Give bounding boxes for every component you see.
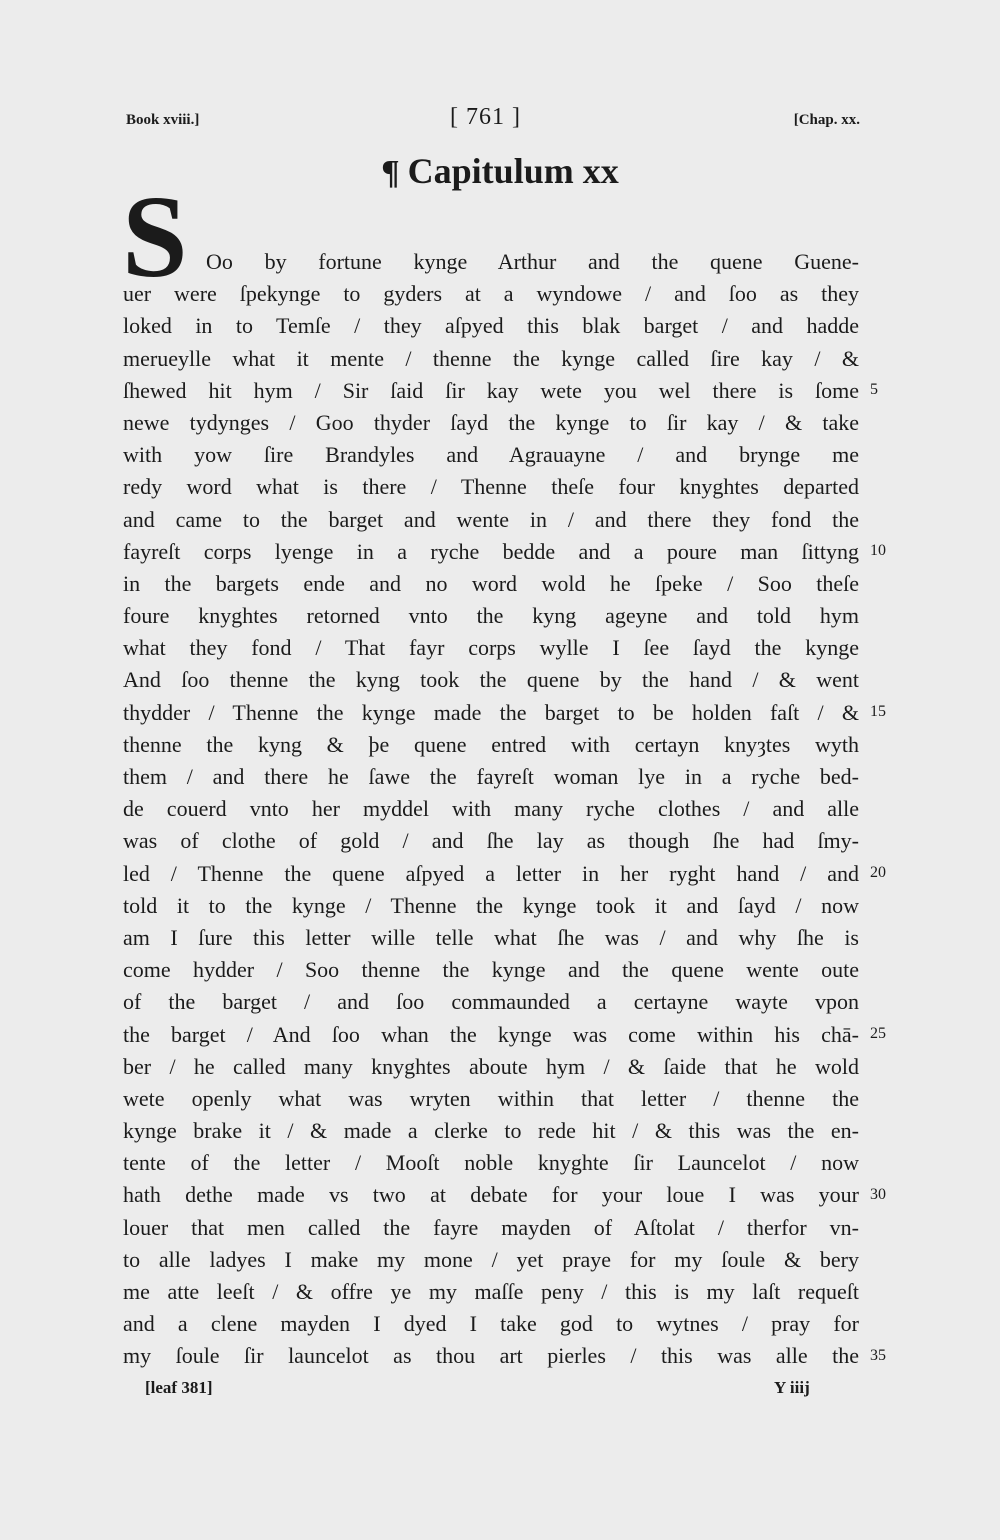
text-line: louer that men called the fayre mayden of Aſtolat / therfor vn- bbox=[123, 1214, 859, 1240]
text-line: wete openly what was wryten within that letter / thenne the bbox=[123, 1085, 859, 1111]
line-number: 25 bbox=[870, 1025, 886, 1042]
text-line: come hydder / Soo thenne the kynge and the quene wente oute bbox=[123, 957, 859, 983]
text-line: them / and there he ſawe the fayreſt woman lye in a ryche bed- bbox=[123, 764, 859, 789]
page-number: [ 761 ] bbox=[450, 104, 521, 130]
text-line: foure knyghtes retorned vnto the kyng ageyne and told hym bbox=[123, 603, 859, 629]
text-line: told it to the kynge / Thenne the kynge took it and ſayd / now bbox=[123, 892, 859, 918]
text-line: And ſoo thenne the kyng took the quene by the hand / & went bbox=[123, 667, 859, 693]
text-line: in the bargets ende and no word wold he ſpeke / Soo theſe bbox=[123, 570, 859, 596]
text-line: was of clothe of gold / and ſhe lay as though ſhe had ſmy- bbox=[123, 828, 859, 854]
text-line: tente of the letter / Mooſt noble knyghte ſir Launcelot / now bbox=[123, 1150, 859, 1176]
text-line: to alle ladyes I make my mone / yet praye for my ſoule & bery bbox=[123, 1246, 859, 1272]
line-number: 30 bbox=[870, 1186, 886, 1203]
text-line: what they fond / That fayr corps wylle I ſee ſayd the kynge bbox=[123, 635, 859, 661]
text-line: hath dethe made vs two at debate for your loue I was your bbox=[123, 1182, 859, 1208]
text-line: ſhewed hit hym / Sir ſaid ſir kay wete you wel there is ſome bbox=[123, 377, 859, 403]
text-line: and a clene mayden I dyed I take god to wytnes / pray for bbox=[123, 1311, 859, 1337]
text-line: loked in to Temſe / they aſpyed this blak barget / and hadde bbox=[123, 313, 859, 339]
text-line: me atte leeſt / & offre ye my maſſe peny / this is my laſt requeſt bbox=[123, 1279, 859, 1304]
text-line: redy word what is there / Thenne theſe four knyghtes departed bbox=[123, 474, 859, 500]
line-number: 15 bbox=[870, 703, 886, 720]
text-line: with yow ſire Brandyles and Agrauayne / and brynge me bbox=[123, 442, 859, 468]
drop-cap: S bbox=[122, 171, 188, 302]
signature-mark: Y iiij bbox=[774, 1378, 810, 1397]
text-line: uer were ſpekynge to gyders at a wyndowe / and ſoo as they bbox=[123, 281, 859, 307]
text-line: of the barget / and ſoo commaunded a certayne wayte vpon bbox=[123, 989, 859, 1015]
line-number: 5 bbox=[870, 381, 878, 398]
text-line: merueylle what it mente / thenne the kynge called ſire kay / & bbox=[123, 345, 859, 371]
line-number: 35 bbox=[870, 1347, 886, 1364]
text-line: Oo by fortune kynge Arthur and the quene Guene- bbox=[206, 249, 859, 274]
leaf-number: [leaf 381] bbox=[145, 1378, 213, 1397]
body-text bbox=[123, 246, 859, 1373]
text-line: fayreſt corps lyenge in a ryche bedde and a poure man ſittyng bbox=[123, 538, 859, 564]
chapter-title: Capitulum xx bbox=[407, 151, 619, 191]
text-line: thydder / Thenne the kynge made the barget to be holden faſt / & bbox=[123, 699, 859, 725]
text-line: am I ſure this letter wille telle what ſhe was / and why ſhe is bbox=[123, 924, 859, 950]
text-line: ber / he called many knyghtes aboute hym / & ſaide that he wold bbox=[123, 1053, 859, 1079]
line-number: 10 bbox=[870, 542, 886, 559]
text-line: newe tydynges / Goo thyder ſayd the kynge to ſir kay / & take bbox=[123, 409, 859, 435]
text-line: kynge brake it / & made a clerke to rede hit / & this was the en- bbox=[123, 1118, 859, 1144]
text-line: led / Thenne the quene aſpyed a letter in her ryght hand / and bbox=[123, 860, 859, 886]
text-line: the barget / And ſoo whan the kynge was come within his chā- bbox=[123, 1021, 859, 1047]
line-number: 20 bbox=[870, 864, 886, 881]
text-line: de couerd vnto her myddel with many ryche clothes / and alle bbox=[123, 796, 859, 822]
text-line: my ſoule ſir launcelot as thou art pierles / this was alle the bbox=[123, 1343, 859, 1369]
running-head-book: Book xviii.] bbox=[126, 112, 200, 128]
text-line: thenne the kyng & þe quene entred with certayn knyȝtes wyth bbox=[123, 731, 859, 757]
running-head-chapter: [Chap. xx. bbox=[793, 112, 860, 128]
text-line: and came to the barget and wente in / and there they fond the bbox=[123, 506, 859, 532]
pilcrow-mark: ¶ bbox=[381, 154, 400, 191]
